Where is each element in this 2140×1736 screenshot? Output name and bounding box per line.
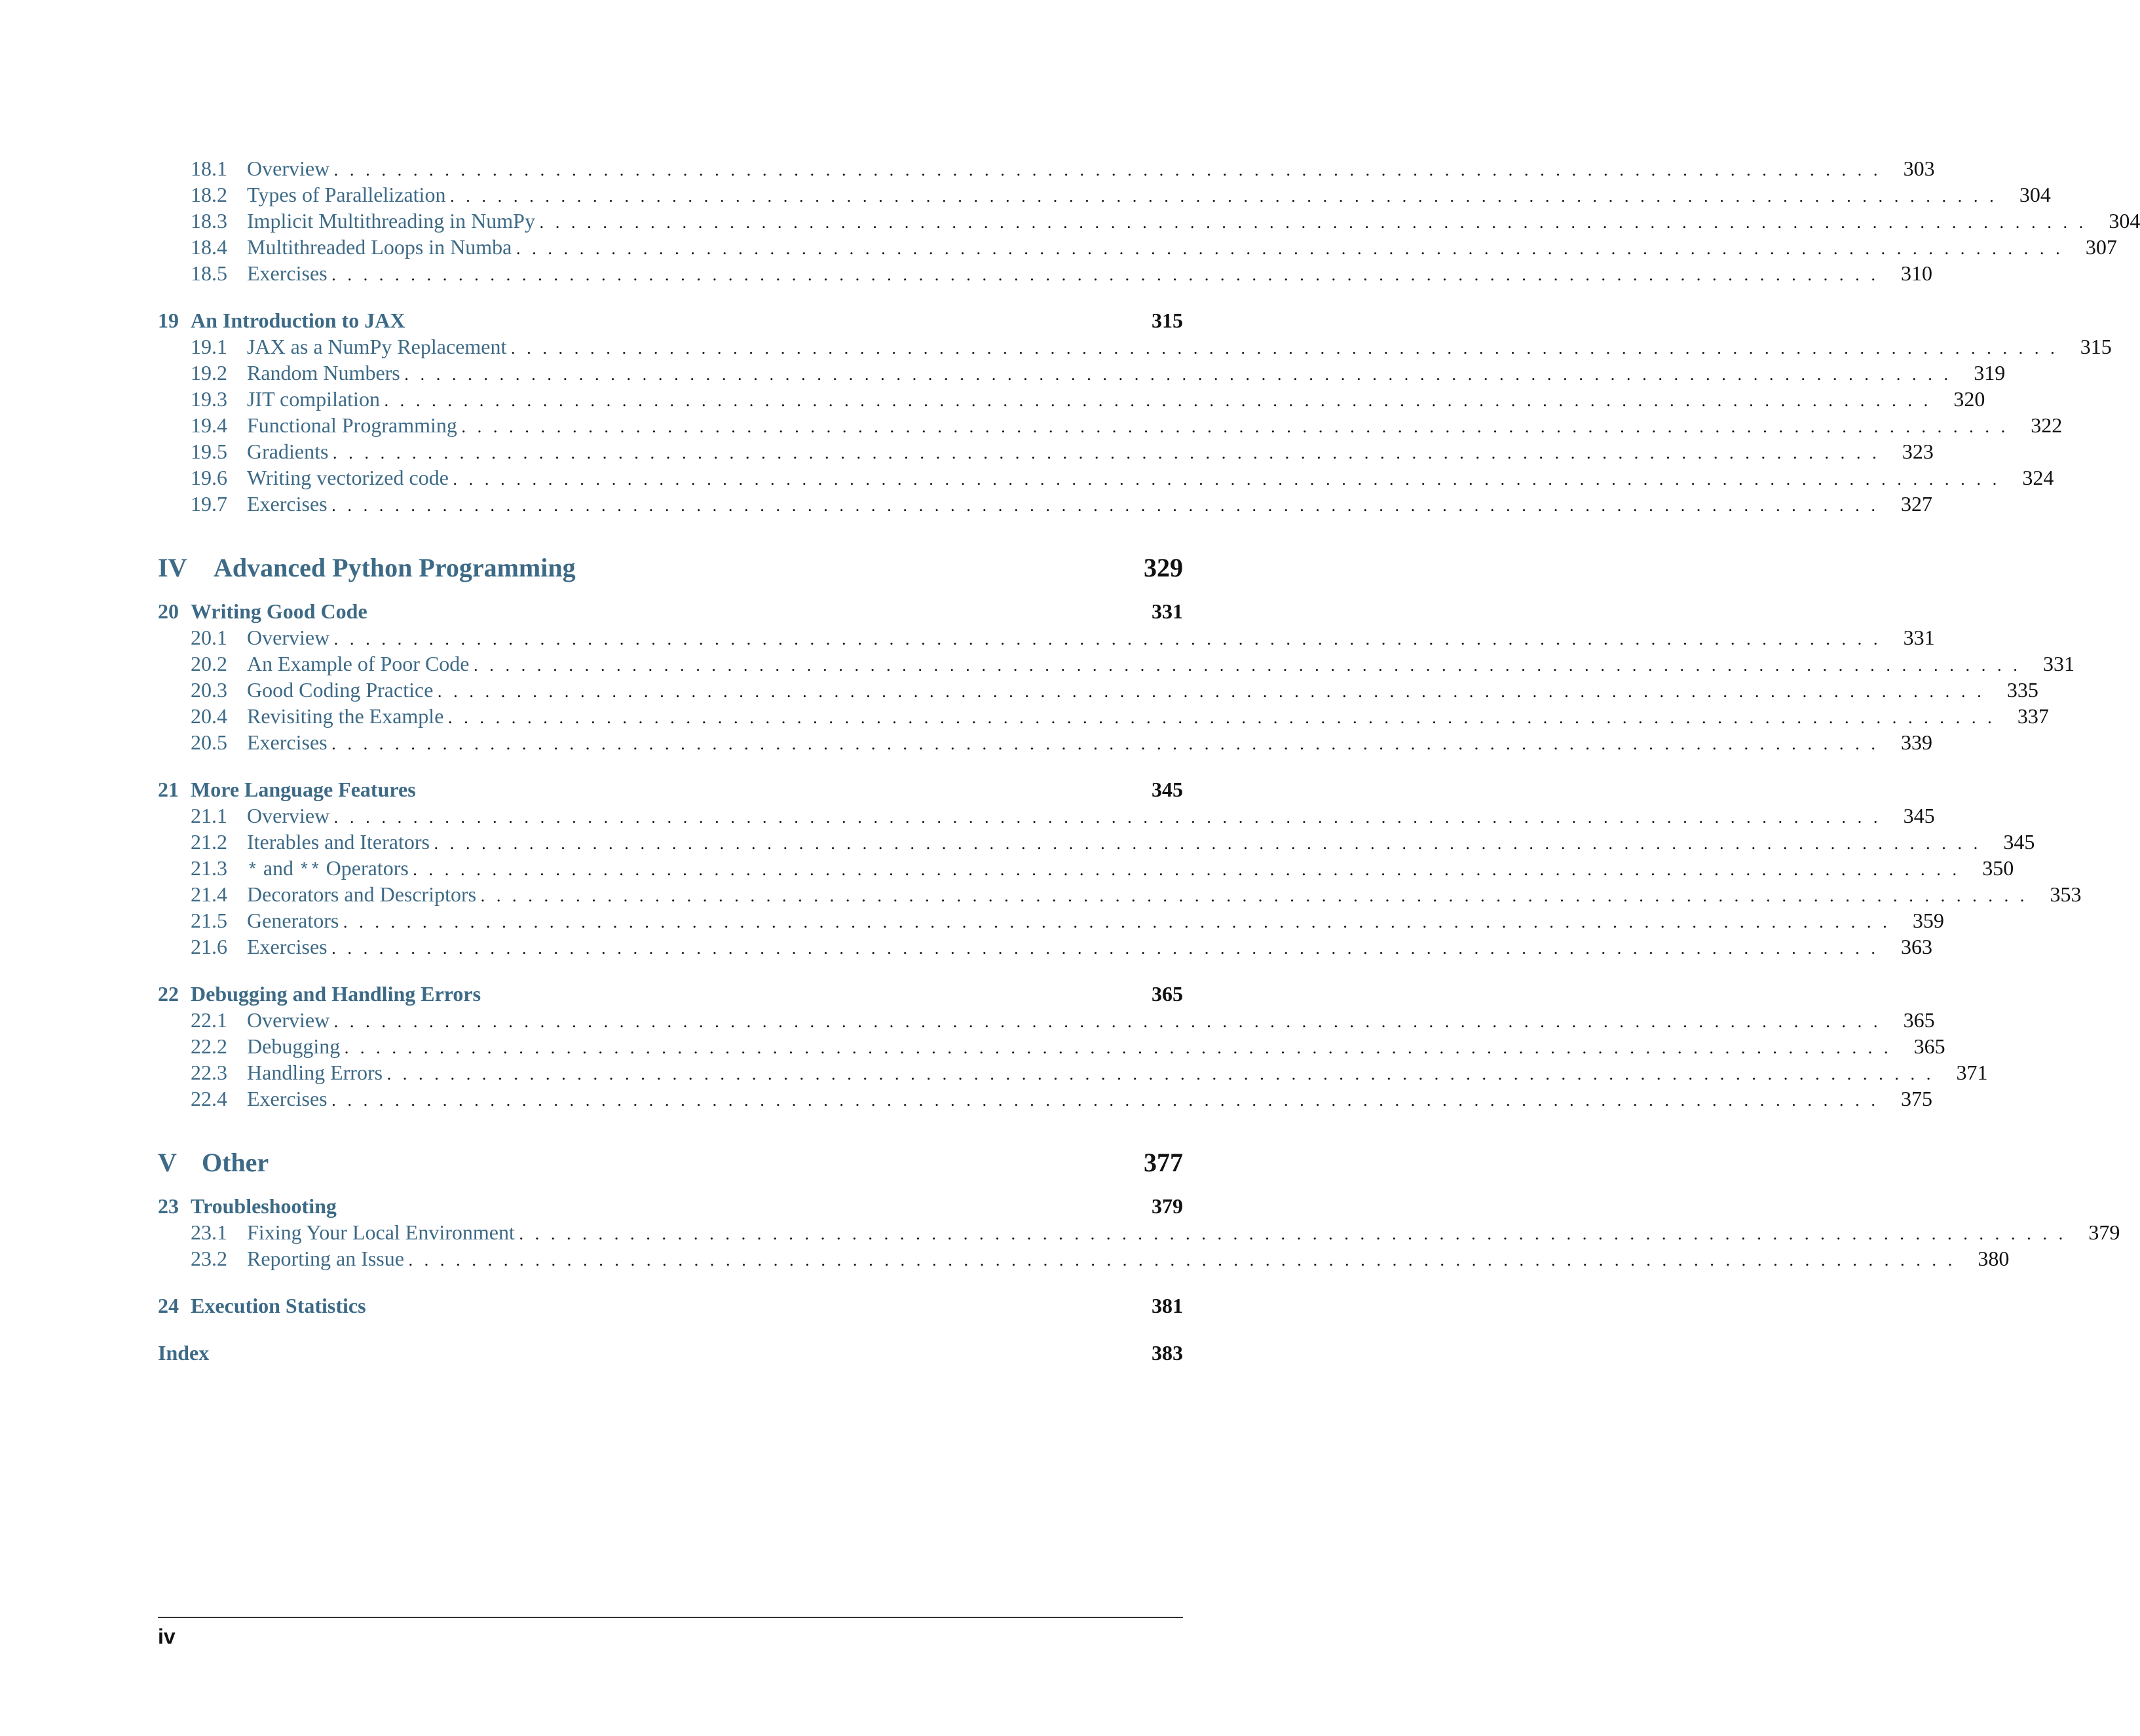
toc-chapter-20[interactable] (158, 598, 1183, 624)
dot-leader: .................................................................................................. (518, 1225, 2074, 1243)
dot-leader: .................................................................................................. (412, 861, 1968, 879)
section-title: Exercises (247, 261, 328, 285)
section-page-number: 365 (1913, 1034, 1945, 1058)
toc-section-23-2[interactable] (158, 1245, 2010, 1272)
chapter-title: More Language Features (191, 778, 416, 801)
toc-section-18-2[interactable] (158, 181, 2051, 208)
section-page-number: 353 (2050, 882, 2082, 906)
dot-leader: .................................................................................................. (333, 808, 1889, 827)
section-page-number: 380 (1978, 1247, 2010, 1270)
toc-section-21-3[interactable] (158, 855, 2014, 881)
dot-leader: .................................................................................................. (433, 835, 1989, 853)
footer-rule (158, 1617, 1183, 1618)
section-page-number: 327 (1901, 492, 1933, 516)
section-page-number: 304 (2109, 209, 2140, 233)
section-title (247, 855, 413, 884)
section-number: 22.4 (191, 1087, 227, 1110)
section-number: 22.3 (191, 1061, 227, 1084)
dot-leader: .................................................................................................. (333, 1013, 1889, 1031)
toc-section-21-6[interactable] (158, 934, 1933, 960)
section-page-number: 320 (1953, 387, 1985, 411)
section-number: 18.4 (191, 235, 227, 259)
section-number: 20.4 (191, 704, 227, 728)
section-number: 19.2 (191, 361, 227, 385)
section-title: Exercises (247, 730, 328, 754)
toc-section-18-3[interactable] (158, 208, 2140, 234)
part-number: IV (158, 553, 187, 582)
page-number: iv (158, 1625, 176, 1648)
dot-leader: .................................................................................................. (332, 444, 1888, 462)
section-number: 20.5 (191, 730, 227, 754)
section-number: 20.2 (191, 652, 227, 675)
section-number: 23.2 (191, 1247, 227, 1270)
section-number: 21.2 (191, 830, 227, 854)
section-page-number: 323 (1902, 440, 1934, 463)
toc-section-20-5[interactable] (158, 729, 1933, 755)
toc-section-20-4[interactable] (158, 703, 2049, 729)
chapter-number: 24 (158, 1294, 179, 1317)
section-number: 19.1 (191, 335, 227, 358)
toc-section-22-2[interactable] (158, 1033, 1945, 1059)
chapter-number: 23 (158, 1194, 179, 1218)
dot-leader: .................................................................................................. (473, 656, 2029, 675)
chapter-title: Writing Good Code (191, 599, 367, 623)
chapter-number: 19 (158, 309, 179, 332)
section-title: Implicit Multithreading in NumPy (247, 209, 535, 233)
dot-leader: .................................................................................................. (333, 161, 1889, 179)
toc-section-20-1[interactable] (158, 624, 1935, 651)
section-page-number: 335 (2006, 678, 2038, 702)
chapter-number: 20 (158, 599, 179, 623)
section-title: Types of Parallelization (247, 183, 446, 206)
chapter-title: Debugging and Handling Errors (191, 982, 481, 1006)
part-number: V (158, 1148, 177, 1177)
section-title: Overview (247, 157, 330, 180)
section-title: Handling Errors (247, 1061, 383, 1084)
dot-leader: .................................................................................................. (333, 630, 1889, 649)
section-number: 18.5 (191, 261, 227, 285)
dot-leader: .................................................................................................. (331, 266, 1887, 284)
toc-section-21-2[interactable] (158, 829, 2035, 855)
toc-section-19-1[interactable] (158, 333, 2112, 360)
section-page-number: 307 (2085, 235, 2117, 259)
section-number: 18.3 (191, 209, 227, 233)
section-number: 20.1 (191, 626, 227, 649)
section-page-number: 345 (1903, 804, 1935, 827)
section-number: 22.2 (191, 1034, 227, 1058)
section-number: 19.3 (191, 387, 227, 411)
section-page-number: 365 (1903, 1008, 1935, 1032)
part-title: Other (202, 1148, 269, 1177)
toc-chapter-22[interactable] (158, 981, 1183, 1007)
section-number: 19.4 (191, 413, 227, 437)
section-number: 19.6 (191, 466, 227, 489)
toc-section-19-3[interactable] (158, 386, 1985, 412)
section-title-and: and (257, 856, 299, 880)
section-title: Overview (247, 804, 330, 827)
section-title: Good Coding Practice (247, 678, 434, 702)
dot-leader: .................................................................................................. (331, 735, 1887, 753)
dot-leader: .................................................................................................. (538, 214, 2095, 232)
section-title: Fixing Your Local Environment (247, 1220, 515, 1244)
section-title: Reporting an Issue (247, 1247, 404, 1270)
section-number: 18.2 (191, 183, 227, 206)
dot-leader: .................................................................................................. (383, 392, 1940, 410)
section-title: Overview (247, 626, 330, 649)
section-title: Generators (247, 909, 339, 932)
section-title: JIT compilation (247, 387, 380, 411)
toc-section-20-3[interactable] (158, 677, 2038, 703)
dot-leader: .................................................................................................. (343, 913, 1898, 932)
index-title: Index (158, 1341, 210, 1365)
chapter-page-number: 315 (1152, 309, 1183, 332)
section-number: 21.4 (191, 882, 227, 906)
section-page-number: 339 (1901, 730, 1933, 754)
toc-section-19-6[interactable] (158, 464, 2054, 491)
toc-section-19-2[interactable] (158, 360, 2006, 386)
section-page-number: 303 (1903, 157, 1935, 180)
dot-leader: .................................................................................................. (331, 1091, 1887, 1110)
section-page-number: 331 (1903, 626, 1935, 649)
toc-part-iv[interactable] (158, 551, 1183, 585)
section-page-number: 331 (2042, 652, 2074, 675)
section-title: Overview (247, 1008, 330, 1032)
dot-leader: .................................................................................................. (480, 887, 2036, 905)
dot-leader: .................................................................................................. (344, 1039, 1900, 1057)
section-title: JAX as a NumPy Replacement (247, 335, 507, 358)
toc-section-22-1[interactable] (158, 1007, 1935, 1033)
part-title: Advanced Python Programming (214, 553, 576, 582)
chapter-page-number: 331 (1152, 599, 1183, 623)
toc-section-20-2[interactable] (158, 651, 2074, 677)
chapter-number: 22 (158, 982, 179, 1006)
chapter-page-number: 345 (1152, 778, 1183, 801)
section-title: Revisiting the Example (247, 704, 444, 728)
section-number: 19.7 (191, 492, 227, 516)
section-number: 21.5 (191, 909, 227, 932)
section-title: An Example of Poor Code (247, 652, 470, 675)
section-number: 21.3 (191, 856, 227, 880)
toc-section-23-1[interactable] (158, 1219, 2120, 1245)
toc-index[interactable] (158, 1340, 1183, 1366)
section-title-operators: Operators (320, 856, 409, 880)
section-page-number: 359 (1912, 909, 1944, 932)
section-title: Gradients (247, 440, 329, 463)
chapter-number: 21 (158, 778, 179, 801)
dot-leader: .................................................................................................. (407, 1251, 1964, 1270)
toc-section-18-5[interactable] (158, 260, 1933, 286)
dot-leader: .................................................................................................. (510, 339, 2066, 358)
table-of-contents (158, 155, 2140, 1366)
section-number: 18.1 (191, 157, 227, 180)
section-number: 21.1 (191, 804, 227, 827)
toc-section-21-5[interactable] (158, 907, 1944, 934)
dot-leader: .................................................................................................. (460, 418, 2017, 436)
section-page-number: 371 (1956, 1061, 1988, 1084)
section-title: Multithreaded Loops in Numba (247, 235, 512, 259)
toc-chapter-19[interactable] (158, 307, 1183, 333)
toc-section-19-7[interactable] (158, 491, 1933, 517)
section-page-number: 375 (1901, 1087, 1933, 1110)
double-star-operator: ** (299, 861, 321, 881)
toc-chapter-23[interactable] (158, 1193, 1183, 1219)
dot-leader: .................................................................................................. (449, 187, 2005, 206)
section-title: Iterables and Iterators (247, 830, 430, 854)
section-title: Debugging (247, 1034, 341, 1058)
toc-section-22-4[interactable] (158, 1085, 1933, 1112)
part-page-number: 377 (1144, 1148, 1183, 1177)
dot-leader: .................................................................................................. (331, 939, 1887, 958)
section-number: 21.6 (191, 935, 227, 958)
section-page-number: 304 (2019, 183, 2051, 206)
section-page-number: 337 (2017, 704, 2049, 728)
section-title: Writing vectorized code (247, 466, 449, 489)
chapter-page-number: 381 (1152, 1294, 1183, 1317)
section-title: Functional Programming (247, 413, 457, 437)
section-page-number: 315 (2080, 335, 2112, 358)
section-title: Exercises (247, 935, 328, 958)
toc-section-19-4[interactable] (158, 412, 2063, 438)
part-page-number: 329 (1144, 553, 1183, 582)
dot-leader: .................................................................................................. (386, 1065, 1942, 1084)
toc-chapter-24[interactable] (158, 1293, 1183, 1319)
toc-section-18-1[interactable] (158, 155, 1935, 181)
chapter-title: Troubleshooting (191, 1194, 337, 1218)
section-page-number: 310 (1901, 261, 1933, 285)
chapter-title: An Introduction to JAX (191, 309, 405, 332)
single-star-operator: * (247, 861, 258, 881)
section-page-number: 379 (2088, 1220, 2120, 1244)
chapter-page-number: 365 (1152, 982, 1183, 1006)
toc-section-21-1[interactable] (158, 802, 1935, 829)
section-title: Exercises (247, 1087, 328, 1110)
section-title: Exercises (247, 492, 328, 516)
toc-section-18-4[interactable] (158, 234, 2117, 260)
dot-leader: .................................................................................................. (452, 470, 2008, 489)
section-page-number: 319 (1974, 361, 2006, 385)
dot-leader: .................................................................................................. (516, 240, 2071, 258)
chapter-page-number: 379 (1152, 1194, 1183, 1218)
section-page-number: 363 (1901, 935, 1933, 958)
section-title: Random Numbers (247, 361, 400, 385)
section-page-number: 322 (2031, 413, 2063, 437)
section-page-number: 324 (2022, 466, 2054, 489)
section-number: 23.1 (191, 1220, 227, 1244)
section-title: Decorators and Descriptors (247, 882, 477, 906)
chapter-title: Execution Statistics (191, 1294, 366, 1317)
toc-chapter-21[interactable] (158, 776, 1183, 802)
dot-leader: .................................................................................................. (447, 709, 2003, 727)
toc-section-21-4[interactable] (158, 881, 2082, 907)
toc-section-19-5[interactable] (158, 438, 1934, 464)
section-number: 20.3 (191, 678, 227, 702)
dot-leader: .................................................................................................. (437, 683, 1993, 701)
section-number: 19.5 (191, 440, 227, 463)
dot-leader: .................................................................................................. (331, 497, 1887, 515)
section-page-number: 350 (1982, 856, 2014, 880)
section-number: 22.1 (191, 1008, 227, 1032)
toc-part-v[interactable] (158, 1146, 1183, 1180)
section-page-number: 345 (2003, 830, 2035, 854)
index-page-number: 383 (1152, 1341, 1183, 1365)
toc-section-22-3[interactable] (158, 1059, 1988, 1085)
dot-leader: .................................................................................................. (404, 366, 1960, 384)
